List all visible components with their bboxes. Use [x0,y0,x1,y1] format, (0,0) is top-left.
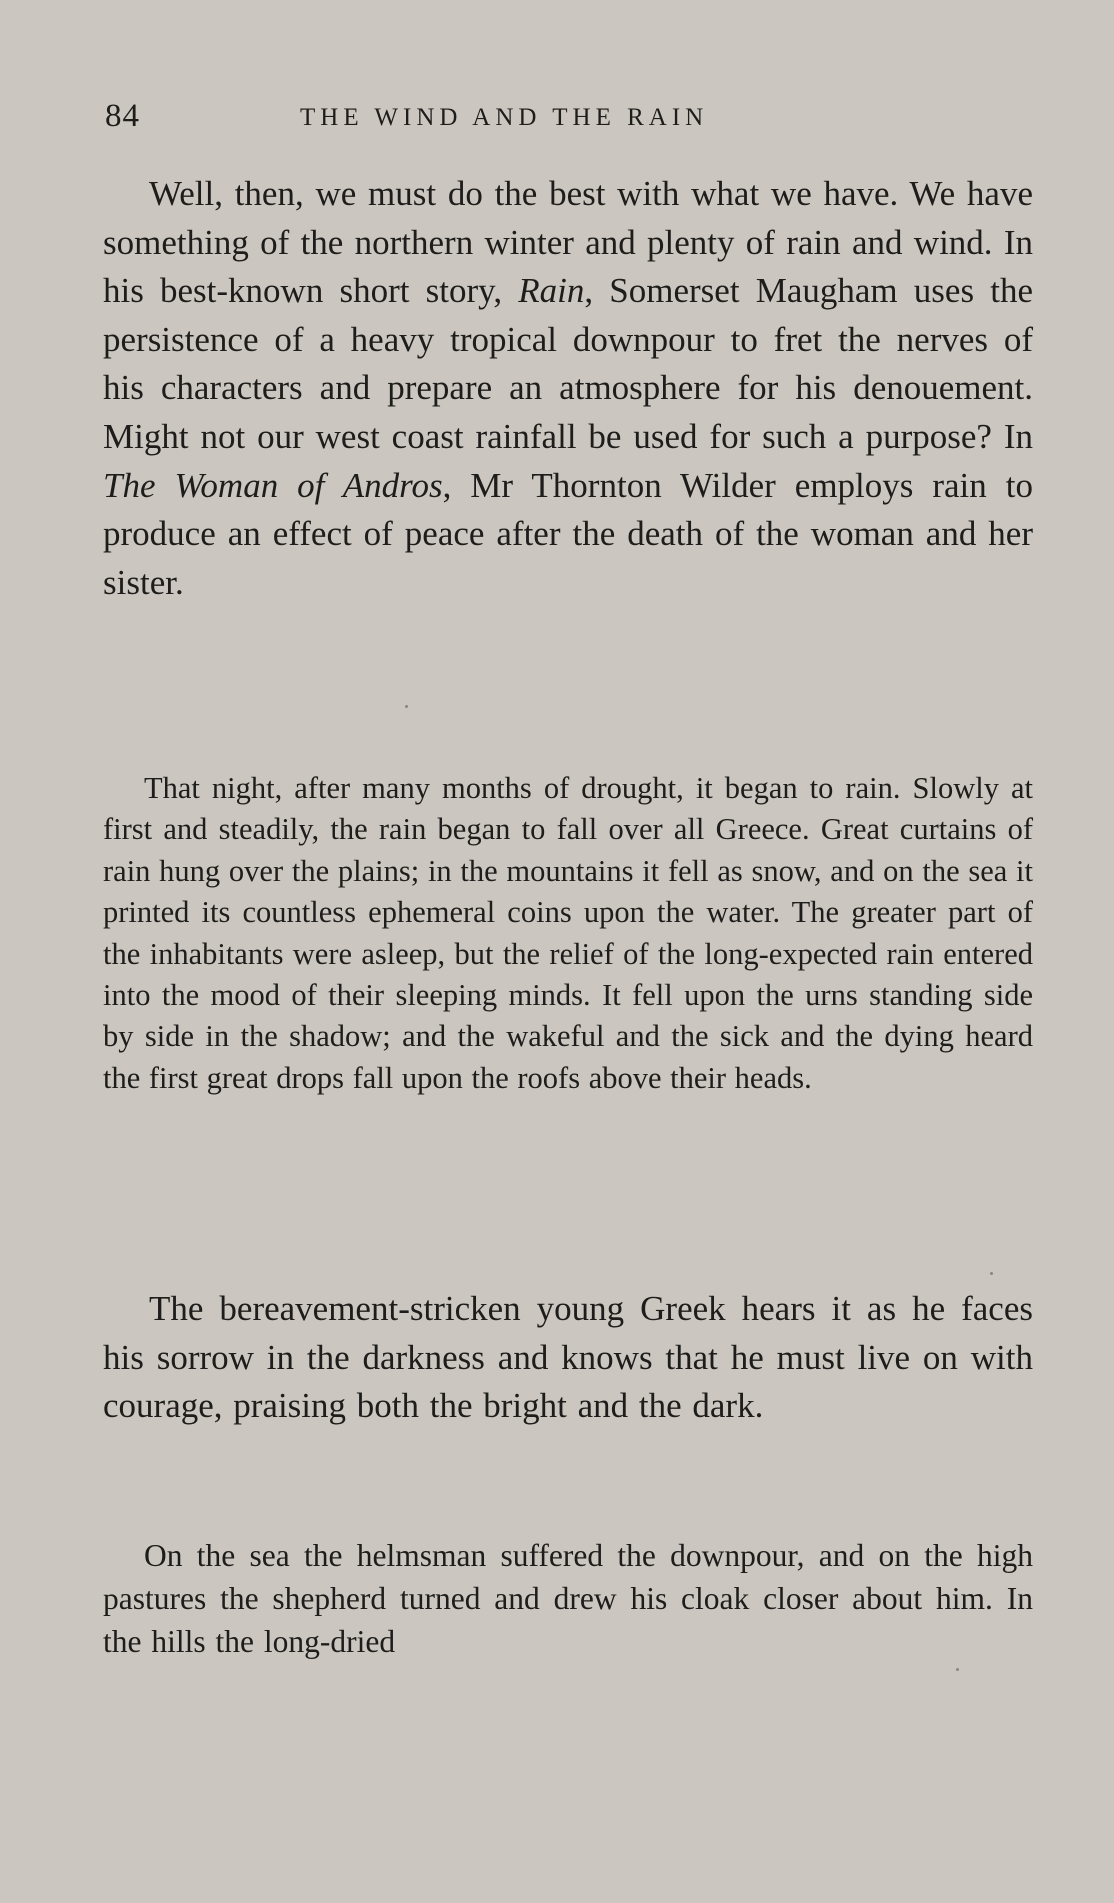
title-woman-of-andros: The Woman of Andros [103,465,443,505]
paper-speck [956,1668,959,1671]
page-header [105,98,1035,142]
block-quote-2: On the sea the helmsman suffered the downpour, and on the high pastures the shepherd turned and drew his cloak closer about him. In the hills the long-dried [103,1538,1033,1659]
title-rain: Rain [518,271,585,311]
paragraph-1-text-c: , Mr Thornton Wilder employs rain to produce an effect of peace after the death of the woman and her sister. [103,465,1033,602]
paragraph-1-text-a: Well, then, we must do the best with what we have. We have something of the northern winter and plenty of rain and wind. In his best-known short story, [103,174,1033,311]
body-paragraph-2: The bereavement-stricken young Greek hears it as he faces his sorrow in the darkness and knows that he must live on with courage, praising both the bright and the dark. [103,1289,1033,1426]
paper-speck [405,705,408,708]
paragraph-1-text-b: , Somerset Maugham uses the persistence of a heavy tropical downpour to fret the nerves of his characters and prepare an atmosphere for his denouement. Might not our west coast rainfall be used for such a purpose? In [103,271,1033,456]
block-quote-1: That night, after many months of drought, it began to rain. Slowly at first and steadily, the rain began to fall over all Greece. Great curtains of rain hung over the plains; in the mountains it fell as snow, and on the sea it printed its countless ephemeral coins upon the water. The greater part of the inhabitants were asleep, but the relief of the long-expected rain entered into the mood of their sleeping minds. It fell upon the urns standing side by side in the shadow; and the wakeful and the sick and the dying heard the first great drops fall upon the roofs above their heads. [103,771,1033,1095]
paper-speck [990,1272,993,1275]
running-head: THE WIND AND THE RAIN [300,104,709,131]
body-paragraph-1 [103,170,1033,607]
page-number: 84 [105,98,140,134]
